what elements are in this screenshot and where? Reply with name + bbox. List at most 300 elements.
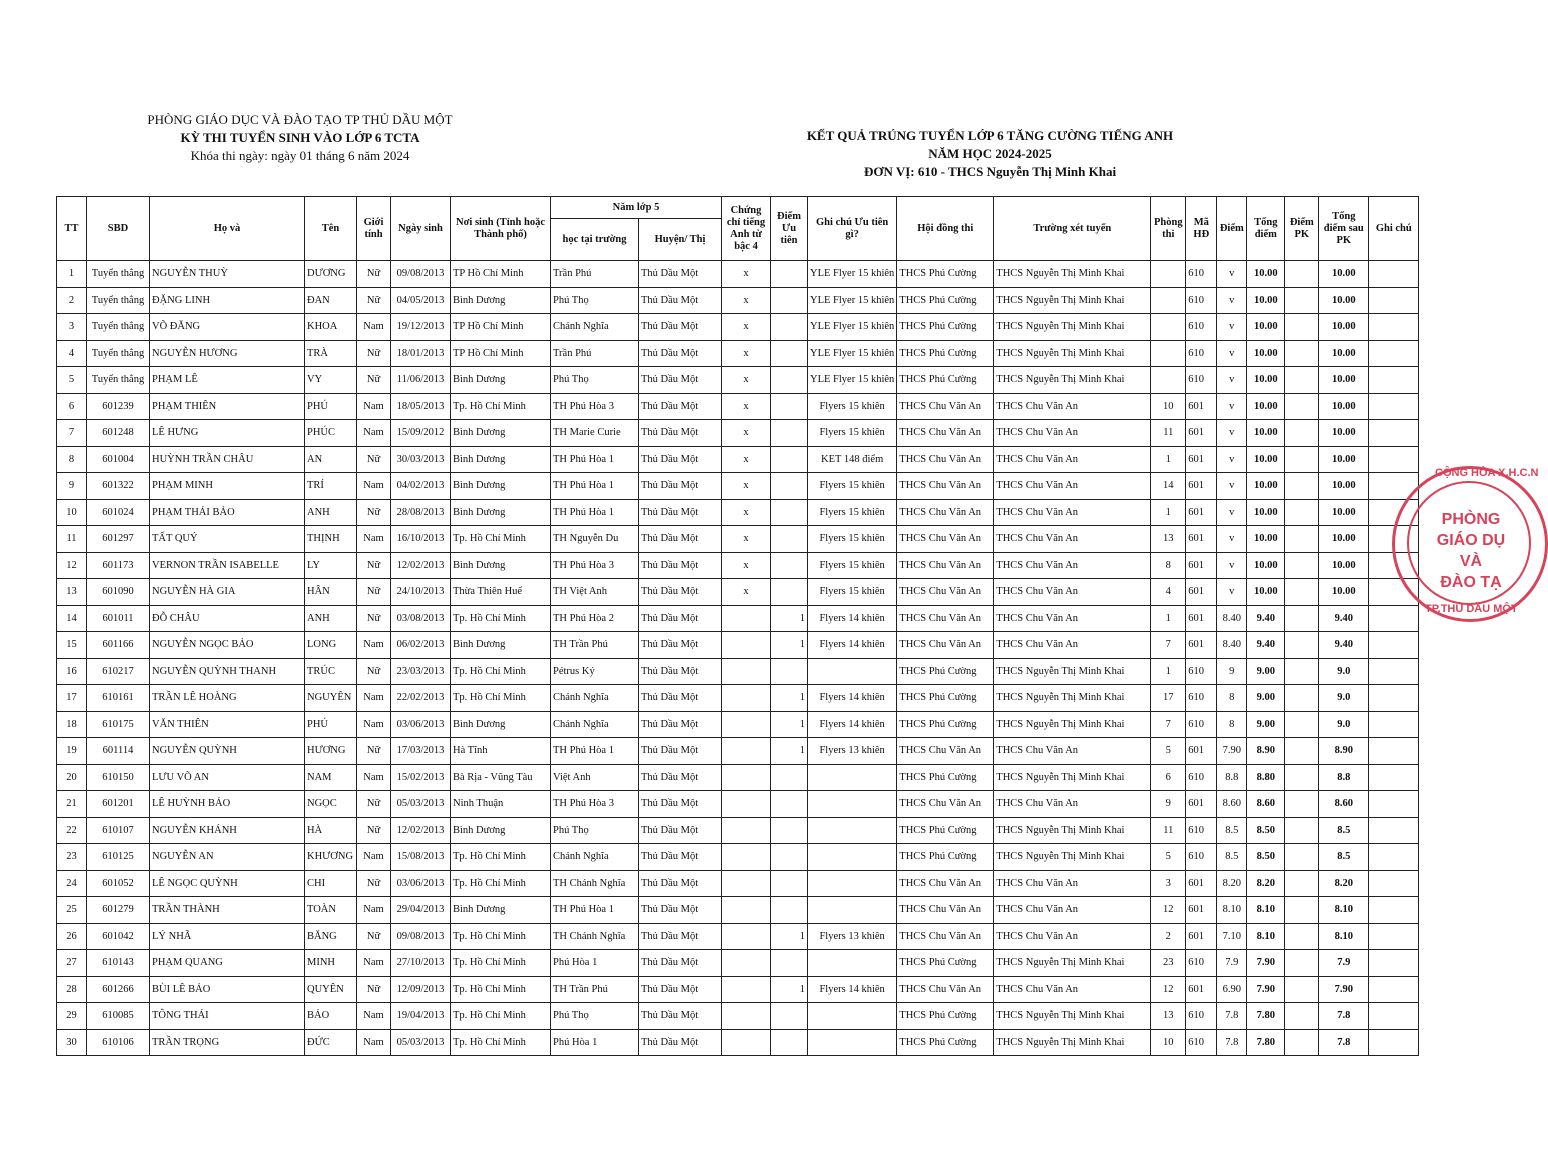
- cell-tong-diem: 10.00: [1247, 499, 1285, 526]
- cell-truong-xet-tuyen: THCS Chu Văn An: [994, 923, 1151, 950]
- cell-huyen-thi: Thủ Dầu Một: [639, 897, 722, 924]
- cell-hoi-dong-thi: THCS Phú Cường: [897, 817, 994, 844]
- cell-diem-uu-tien: [771, 897, 808, 924]
- cell-chung-chi: [722, 976, 771, 1003]
- cell-diem-uu-tien: [771, 367, 808, 394]
- cell-ten: HƯƠNG: [305, 738, 357, 765]
- cell-hoc-tai-truong: Chánh Nghĩa: [551, 711, 639, 738]
- cell-tong-diem: 7.80: [1247, 1029, 1285, 1056]
- cell-diem-uu-tien: [771, 287, 808, 314]
- col-huyen-thi: Huyện/ Thị: [639, 219, 722, 261]
- cell-chung-chi: [722, 658, 771, 685]
- cell-ghi-chu: [1369, 844, 1419, 871]
- cell-ma-hd: 610: [1186, 367, 1217, 394]
- cell-hoc-tai-truong: TH Phú Hòa 3: [551, 552, 639, 579]
- cell-ma-hd: 601: [1186, 420, 1217, 447]
- cell-truong-xet-tuyen: THCS Nguyễn Thị Minh Khai: [994, 367, 1151, 394]
- cell-tt: 25: [57, 897, 87, 924]
- cell-tt: 13: [57, 579, 87, 606]
- cell-diem-uu-tien: [771, 526, 808, 553]
- table-row: [57, 1003, 1419, 1030]
- cell-gioi-tinh: Nam: [357, 711, 391, 738]
- cell-ten: ĐỨC: [305, 1029, 357, 1056]
- cell-hoc-tai-truong: TH Phú Hòa 1: [551, 446, 639, 473]
- cell-sbd: Tuyển thẳng: [87, 314, 150, 341]
- cell-ngay-sinh: 12/02/2013: [391, 552, 451, 579]
- cell-tt: 22: [57, 817, 87, 844]
- cell-diem: 8.8: [1217, 764, 1247, 791]
- cell-ma-hd: 610: [1186, 261, 1217, 288]
- cell-diem-uu-tien: [771, 950, 808, 977]
- cell-truong-xet-tuyen: THCS Nguyễn Thị Minh Khai: [994, 844, 1151, 871]
- cell-gioi-tinh: Nữ: [357, 791, 391, 818]
- cell-chung-chi: x: [722, 314, 771, 341]
- cell-phong-thi: 14: [1151, 473, 1186, 500]
- cell-hoi-dong-thi: THCS Phú Cường: [897, 314, 994, 341]
- col-chung-chi: Chứng chỉ tiếng Anh từ bậc 4: [722, 197, 771, 261]
- cell-ma-hd: 610: [1186, 711, 1217, 738]
- cell-diem: 8.5: [1217, 817, 1247, 844]
- cell-truong-xet-tuyen: THCS Chu Văn An: [994, 897, 1151, 924]
- cell-phong-thi: 23: [1151, 950, 1186, 977]
- cell-ghi-chu-uu-tien: [808, 1003, 897, 1030]
- table-row: [57, 420, 1419, 447]
- cell-tong-diem-sau-pk: 10.00: [1319, 579, 1369, 606]
- cell-phong-thi: [1151, 287, 1186, 314]
- cell-chung-chi: [722, 711, 771, 738]
- cell-tong-diem-sau-pk: 7.8: [1319, 1003, 1369, 1030]
- cell-tong-diem-sau-pk: 9.0: [1319, 658, 1369, 685]
- cell-ho-va: PHẠM QUANG: [150, 950, 305, 977]
- cell-gioi-tinh: Nữ: [357, 738, 391, 765]
- cell-diem: 7.10: [1217, 923, 1247, 950]
- cell-tt: 7: [57, 420, 87, 447]
- cell-hoc-tai-truong: Trần Phú: [551, 261, 639, 288]
- cell-hoi-dong-thi: THCS Chu Văn An: [897, 738, 994, 765]
- cell-noi-sinh: Tp. Hồ Chí Minh: [451, 976, 551, 1003]
- cell-phong-thi: 4: [1151, 579, 1186, 606]
- cell-phong-thi: 1: [1151, 658, 1186, 685]
- cell-sbd: 601297: [87, 526, 150, 553]
- cell-phong-thi: 17: [1151, 685, 1186, 712]
- cell-ghi-chu: [1369, 738, 1419, 765]
- cell-sbd: 601279: [87, 897, 150, 924]
- cell-gioi-tinh: Nữ: [357, 287, 391, 314]
- cell-ghi-chu-uu-tien: Flyers 13 khiên: [808, 923, 897, 950]
- cell-ghi-chu: [1369, 870, 1419, 897]
- cell-ho-va: LÊ HƯNG: [150, 420, 305, 447]
- cell-noi-sinh: Tp. Hồ Chí Minh: [451, 950, 551, 977]
- cell-ma-hd: 601: [1186, 499, 1217, 526]
- cell-tt: 16: [57, 658, 87, 685]
- cell-chung-chi: [722, 1029, 771, 1056]
- cell-chung-chi: x: [722, 579, 771, 606]
- cell-ngay-sinh: 04/02/2013: [391, 473, 451, 500]
- cell-sbd: 610085: [87, 1003, 150, 1030]
- cell-phong-thi: 13: [1151, 526, 1186, 553]
- cell-sbd: 601114: [87, 738, 150, 765]
- cell-diem-pk: [1285, 446, 1319, 473]
- cell-huyen-thi: Thủ Dầu Một: [639, 393, 722, 420]
- cell-diem: 8: [1217, 711, 1247, 738]
- cell-hoi-dong-thi: THCS Chu Văn An: [897, 632, 994, 659]
- cell-sbd: 601239: [87, 393, 150, 420]
- cell-ghi-chu-uu-tien: Flyers 15 khiên: [808, 473, 897, 500]
- cell-diem-pk: [1285, 420, 1319, 447]
- cell-ghi-chu-uu-tien: Flyers 13 khiên: [808, 738, 897, 765]
- cell-huyen-thi: Thủ Dầu Một: [639, 314, 722, 341]
- table-row: [57, 870, 1419, 897]
- cell-diem: 7.8: [1217, 1029, 1247, 1056]
- cell-ngay-sinh: 16/10/2013: [391, 526, 451, 553]
- cell-hoi-dong-thi: THCS Phú Cường: [897, 658, 994, 685]
- cell-diem: v: [1217, 473, 1247, 500]
- cell-diem-uu-tien: [771, 420, 808, 447]
- cell-diem-pk: [1285, 473, 1319, 500]
- exam-date: Khóa thi ngày: ngày 01 tháng 6 năm 2024: [190, 148, 410, 163]
- cell-ghi-chu: [1369, 605, 1419, 632]
- cell-truong-xet-tuyen: THCS Chu Văn An: [994, 499, 1151, 526]
- cell-tong-diem: 8.60: [1247, 791, 1285, 818]
- cell-diem: v: [1217, 526, 1247, 553]
- cell-phong-thi: 1: [1151, 499, 1186, 526]
- cell-hoi-dong-thi: THCS Chu Văn An: [897, 526, 994, 553]
- cell-tt: 5: [57, 367, 87, 394]
- cell-sbd: 610150: [87, 764, 150, 791]
- cell-ma-hd: 601: [1186, 738, 1217, 765]
- cell-hoi-dong-thi: THCS Phú Cường: [897, 950, 994, 977]
- cell-hoc-tai-truong: Phú Thọ: [551, 1003, 639, 1030]
- table-row: [57, 791, 1419, 818]
- table-row: [57, 367, 1419, 394]
- cell-ghi-chu-uu-tien: Flyers 15 khiên: [808, 552, 897, 579]
- cell-tt: 2: [57, 287, 87, 314]
- cell-hoc-tai-truong: Phú Hòa 1: [551, 950, 639, 977]
- cell-sbd: Tuyển thẳng: [87, 367, 150, 394]
- cell-noi-sinh: Bình Dương: [451, 420, 551, 447]
- cell-tt: 26: [57, 923, 87, 950]
- cell-diem-pk: [1285, 261, 1319, 288]
- col-ghi-chu: Ghi chú: [1369, 197, 1419, 261]
- cell-tt: 11: [57, 526, 87, 553]
- cell-ghi-chu: [1369, 261, 1419, 288]
- cell-ngay-sinh: 23/03/2013: [391, 658, 451, 685]
- cell-diem: 8.10: [1217, 897, 1247, 924]
- cell-phong-thi: 12: [1151, 897, 1186, 924]
- cell-gioi-tinh: Nữ: [357, 817, 391, 844]
- col-diem-pk: Điểm PK: [1285, 197, 1319, 261]
- cell-chung-chi: [722, 632, 771, 659]
- cell-diem: v: [1217, 261, 1247, 288]
- cell-huyen-thi: Thủ Dầu Một: [639, 950, 722, 977]
- cell-truong-xet-tuyen: THCS Nguyễn Thị Minh Khai: [994, 261, 1151, 288]
- cell-diem: v: [1217, 446, 1247, 473]
- cell-chung-chi: x: [722, 287, 771, 314]
- cell-gioi-tinh: Nữ: [357, 499, 391, 526]
- cell-tt: 19: [57, 738, 87, 765]
- cell-ngay-sinh: 04/05/2013: [391, 287, 451, 314]
- cell-ghi-chu: [1369, 314, 1419, 341]
- cell-phong-thi: 1: [1151, 446, 1186, 473]
- cell-sbd: 610107: [87, 817, 150, 844]
- cell-gioi-tinh: Nữ: [357, 552, 391, 579]
- cell-noi-sinh: Tp. Hồ Chí Minh: [451, 605, 551, 632]
- cell-truong-xet-tuyen: THCS Nguyễn Thị Minh Khai: [994, 685, 1151, 712]
- cell-chung-chi: x: [722, 420, 771, 447]
- cell-ten: HÀ: [305, 817, 357, 844]
- cell-phong-thi: 11: [1151, 420, 1186, 447]
- cell-ghi-chu: [1369, 764, 1419, 791]
- cell-gioi-tinh: Nữ: [357, 579, 391, 606]
- cell-diem-pk: [1285, 791, 1319, 818]
- cell-hoc-tai-truong: Phú Hòa 1: [551, 1029, 639, 1056]
- cell-ngay-sinh: 22/02/2013: [391, 685, 451, 712]
- cell-diem-uu-tien: 1: [771, 685, 808, 712]
- cell-ghi-chu-uu-tien: YLE Flyer 15 khiên: [808, 314, 897, 341]
- cell-ho-va: BÙI LÊ BẢO: [150, 976, 305, 1003]
- cell-ho-va: NGUYỄN AN: [150, 844, 305, 871]
- cell-sbd: 601166: [87, 632, 150, 659]
- cell-ma-hd: 601: [1186, 923, 1217, 950]
- cell-noi-sinh: Bình Dương: [451, 499, 551, 526]
- cell-tong-diem: 7.90: [1247, 950, 1285, 977]
- cell-ho-va: LÊ NGỌC QUỲNH: [150, 870, 305, 897]
- cell-phong-thi: [1151, 314, 1186, 341]
- cell-ma-hd: 610: [1186, 817, 1217, 844]
- col-sbd: SBD: [87, 197, 150, 261]
- cell-hoc-tai-truong: Phú Thọ: [551, 287, 639, 314]
- cell-tong-diem: 10.00: [1247, 393, 1285, 420]
- cell-ngay-sinh: 06/02/2013: [391, 632, 451, 659]
- cell-huyen-thi: Thủ Dầu Một: [639, 420, 722, 447]
- cell-ghi-chu-uu-tien: Flyers 14 khiên: [808, 711, 897, 738]
- cell-noi-sinh: Bình Dương: [451, 817, 551, 844]
- cell-phong-thi: 9: [1151, 791, 1186, 818]
- cell-huyen-thi: Thủ Dầu Một: [639, 923, 722, 950]
- cell-gioi-tinh: Nam: [357, 632, 391, 659]
- cell-sbd: 610217: [87, 658, 150, 685]
- cell-ma-hd: 601: [1186, 897, 1217, 924]
- cell-ngay-sinh: 18/05/2013: [391, 393, 451, 420]
- cell-tong-diem: 8.10: [1247, 923, 1285, 950]
- table-row: [57, 976, 1419, 1003]
- cell-truong-xet-tuyen: THCS Chu Văn An: [994, 526, 1151, 553]
- cell-tt: 17: [57, 685, 87, 712]
- cell-tong-diem: 9.00: [1247, 711, 1285, 738]
- cell-ho-va: NGUYỄN QUỲNH: [150, 738, 305, 765]
- cell-truong-xet-tuyen: THCS Chu Văn An: [994, 473, 1151, 500]
- cell-ho-va: NGUYỄN NGỌC BẢO: [150, 632, 305, 659]
- cell-noi-sinh: TP Hồ Chí Minh: [451, 340, 551, 367]
- cell-huyen-thi: Thủ Dầu Một: [639, 764, 722, 791]
- cell-ghi-chu: [1369, 923, 1419, 950]
- cell-noi-sinh: Tp. Hồ Chí Minh: [451, 658, 551, 685]
- cell-huyen-thi: Thủ Dầu Một: [639, 1003, 722, 1030]
- cell-diem: v: [1217, 314, 1247, 341]
- cell-ghi-chu: [1369, 632, 1419, 659]
- cell-diem-uu-tien: [771, 314, 808, 341]
- cell-ngay-sinh: 05/03/2013: [391, 791, 451, 818]
- cell-hoi-dong-thi: THCS Chu Văn An: [897, 393, 994, 420]
- cell-chung-chi: [722, 605, 771, 632]
- cell-gioi-tinh: Nam: [357, 1029, 391, 1056]
- cell-truong-xet-tuyen: THCS Chu Văn An: [994, 552, 1151, 579]
- cell-ngay-sinh: 09/08/2013: [391, 923, 451, 950]
- cell-sbd: 601322: [87, 473, 150, 500]
- cell-gioi-tinh: Nam: [357, 1003, 391, 1030]
- cell-hoi-dong-thi: THCS Chu Văn An: [897, 420, 994, 447]
- cell-ngay-sinh: 27/10/2013: [391, 950, 451, 977]
- cell-diem-pk: [1285, 897, 1319, 924]
- cell-tong-diem: 10.00: [1247, 340, 1285, 367]
- cell-diem: v: [1217, 579, 1247, 606]
- cell-phong-thi: 2: [1151, 923, 1186, 950]
- cell-diem: 8.40: [1217, 605, 1247, 632]
- cell-chung-chi: [722, 923, 771, 950]
- cell-tong-diem: 7.90: [1247, 976, 1285, 1003]
- cell-tong-diem: 9.00: [1247, 685, 1285, 712]
- cell-hoc-tai-truong: Chánh Nghĩa: [551, 314, 639, 341]
- cell-diem-pk: [1285, 658, 1319, 685]
- cell-noi-sinh: Thừa Thiên Huế: [451, 579, 551, 606]
- cell-hoi-dong-thi: THCS Phú Cường: [897, 764, 994, 791]
- cell-ghi-chu: [1369, 711, 1419, 738]
- cell-hoi-dong-thi: THCS Phú Cường: [897, 287, 994, 314]
- cell-gioi-tinh: Nam: [357, 950, 391, 977]
- cell-tong-diem-sau-pk: 7.90: [1319, 976, 1369, 1003]
- table-row: [57, 764, 1419, 791]
- cell-diem: v: [1217, 393, 1247, 420]
- cell-diem-uu-tien: [771, 870, 808, 897]
- cell-ho-va: TRẦN LÊ HOÀNG: [150, 685, 305, 712]
- cell-diem: 9: [1217, 658, 1247, 685]
- table-row: [57, 632, 1419, 659]
- cell-ngay-sinh: 12/02/2013: [391, 817, 451, 844]
- cell-ngay-sinh: 15/08/2013: [391, 844, 451, 871]
- cell-ho-va: LÝ NHÃ: [150, 923, 305, 950]
- cell-tt: 23: [57, 844, 87, 871]
- cell-hoc-tai-truong: Phú Thọ: [551, 817, 639, 844]
- cell-ho-va: ĐỖ CHÂU: [150, 605, 305, 632]
- cell-chung-chi: x: [722, 340, 771, 367]
- cell-truong-xet-tuyen: THCS Chu Văn An: [994, 632, 1151, 659]
- cell-tong-diem: 8.50: [1247, 844, 1285, 871]
- cell-gioi-tinh: Nam: [357, 685, 391, 712]
- cell-huyen-thi: Thủ Dầu Một: [639, 499, 722, 526]
- cell-sbd: 601024: [87, 499, 150, 526]
- cell-hoc-tai-truong: TH Marie Curie: [551, 420, 639, 447]
- cell-ghi-chu-uu-tien: YLE Flyer 15 khiên: [808, 261, 897, 288]
- cell-ngay-sinh: 09/08/2013: [391, 261, 451, 288]
- cell-tt: 12: [57, 552, 87, 579]
- cell-tong-diem: 10.00: [1247, 367, 1285, 394]
- cell-hoi-dong-thi: THCS Chu Văn An: [897, 791, 994, 818]
- cell-chung-chi: x: [722, 526, 771, 553]
- table-row: [57, 1029, 1419, 1056]
- cell-chung-chi: [722, 685, 771, 712]
- cell-chung-chi: x: [722, 261, 771, 288]
- cell-ghi-chu-uu-tien: [808, 817, 897, 844]
- cell-ghi-chu-uu-tien: [808, 897, 897, 924]
- cell-ma-hd: 610: [1186, 764, 1217, 791]
- cell-ten: CHI: [305, 870, 357, 897]
- cell-truong-xet-tuyen: THCS Nguyễn Thị Minh Khai: [994, 314, 1151, 341]
- cell-ma-hd: 610: [1186, 287, 1217, 314]
- table-row: [57, 314, 1419, 341]
- cell-phong-thi: 1: [1151, 605, 1186, 632]
- cell-truong-xet-tuyen: THCS Nguyễn Thị Minh Khai: [994, 287, 1151, 314]
- cell-chung-chi: [722, 738, 771, 765]
- cell-ghi-chu-uu-tien: KET 148 điểm: [808, 446, 897, 473]
- cell-tt: 30: [57, 1029, 87, 1056]
- cell-ten: KHOA: [305, 314, 357, 341]
- cell-gioi-tinh: Nam: [357, 764, 391, 791]
- cell-ten: PHÚ: [305, 711, 357, 738]
- cell-hoc-tai-truong: TH Nguyễn Du: [551, 526, 639, 553]
- cell-huyen-thi: Thủ Dầu Một: [639, 711, 722, 738]
- cell-ho-va: TẤT QUÝ: [150, 526, 305, 553]
- cell-tong-diem-sau-pk: 10.00: [1319, 552, 1369, 579]
- cell-diem-uu-tien: [771, 791, 808, 818]
- cell-tong-diem-sau-pk: 10.00: [1319, 287, 1369, 314]
- cell-tt: 3: [57, 314, 87, 341]
- cell-ghi-chu: [1369, 446, 1419, 473]
- cell-hoi-dong-thi: THCS Phú Cường: [897, 367, 994, 394]
- cell-truong-xet-tuyen: THCS Nguyễn Thị Minh Khai: [994, 950, 1151, 977]
- cell-truong-xet-tuyen: THCS Chu Văn An: [994, 446, 1151, 473]
- cell-tong-diem-sau-pk: 10.00: [1319, 473, 1369, 500]
- cell-tong-diem: 10.00: [1247, 287, 1285, 314]
- cell-ten: KHƯƠNG: [305, 844, 357, 871]
- cell-diem: 8.5: [1217, 844, 1247, 871]
- cell-hoi-dong-thi: THCS Phú Cường: [897, 711, 994, 738]
- cell-ho-va: TÔNG THÁI: [150, 1003, 305, 1030]
- cell-chung-chi: [722, 950, 771, 977]
- cell-hoi-dong-thi: THCS Phú Cường: [897, 261, 994, 288]
- cell-ghi-chu-uu-tien: YLE Flyer 15 khiên: [808, 340, 897, 367]
- cell-phong-thi: 5: [1151, 844, 1186, 871]
- cell-tong-diem-sau-pk: 7.9: [1319, 950, 1369, 977]
- cell-diem: v: [1217, 552, 1247, 579]
- cell-gioi-tinh: Nữ: [357, 367, 391, 394]
- cell-truong-xet-tuyen: THCS Chu Văn An: [994, 393, 1151, 420]
- cell-ghi-chu: [1369, 685, 1419, 712]
- cell-hoi-dong-thi: THCS Chu Văn An: [897, 552, 994, 579]
- cell-ten: TRÚC: [305, 658, 357, 685]
- col-ngay-sinh: Ngày sinh: [391, 197, 451, 261]
- cell-hoi-dong-thi: THCS Chu Văn An: [897, 446, 994, 473]
- cell-tt: 20: [57, 764, 87, 791]
- cell-diem-pk: [1285, 711, 1319, 738]
- cell-diem: 8.40: [1217, 632, 1247, 659]
- cell-ghi-chu-uu-tien: Flyers 15 khiên: [808, 526, 897, 553]
- cell-tong-diem-sau-pk: 10.00: [1319, 526, 1369, 553]
- cell-huyen-thi: Thủ Dầu Một: [639, 870, 722, 897]
- cell-ten: NGUYÊN: [305, 685, 357, 712]
- cell-diem-pk: [1285, 923, 1319, 950]
- cell-sbd: Tuyển thẳng: [87, 261, 150, 288]
- cell-ten: QUYÊN: [305, 976, 357, 1003]
- cell-diem-pk: [1285, 764, 1319, 791]
- cell-phong-thi: 12: [1151, 976, 1186, 1003]
- cell-noi-sinh: Bình Dương: [451, 552, 551, 579]
- cell-noi-sinh: Bình Dương: [451, 287, 551, 314]
- cell-tong-diem: 8.20: [1247, 870, 1285, 897]
- cell-hoc-tai-truong: Chánh Nghĩa: [551, 844, 639, 871]
- cell-hoc-tai-truong: TH Phú Hòa 1: [551, 499, 639, 526]
- cell-ten: ĐAN: [305, 287, 357, 314]
- cell-ghi-chu: [1369, 791, 1419, 818]
